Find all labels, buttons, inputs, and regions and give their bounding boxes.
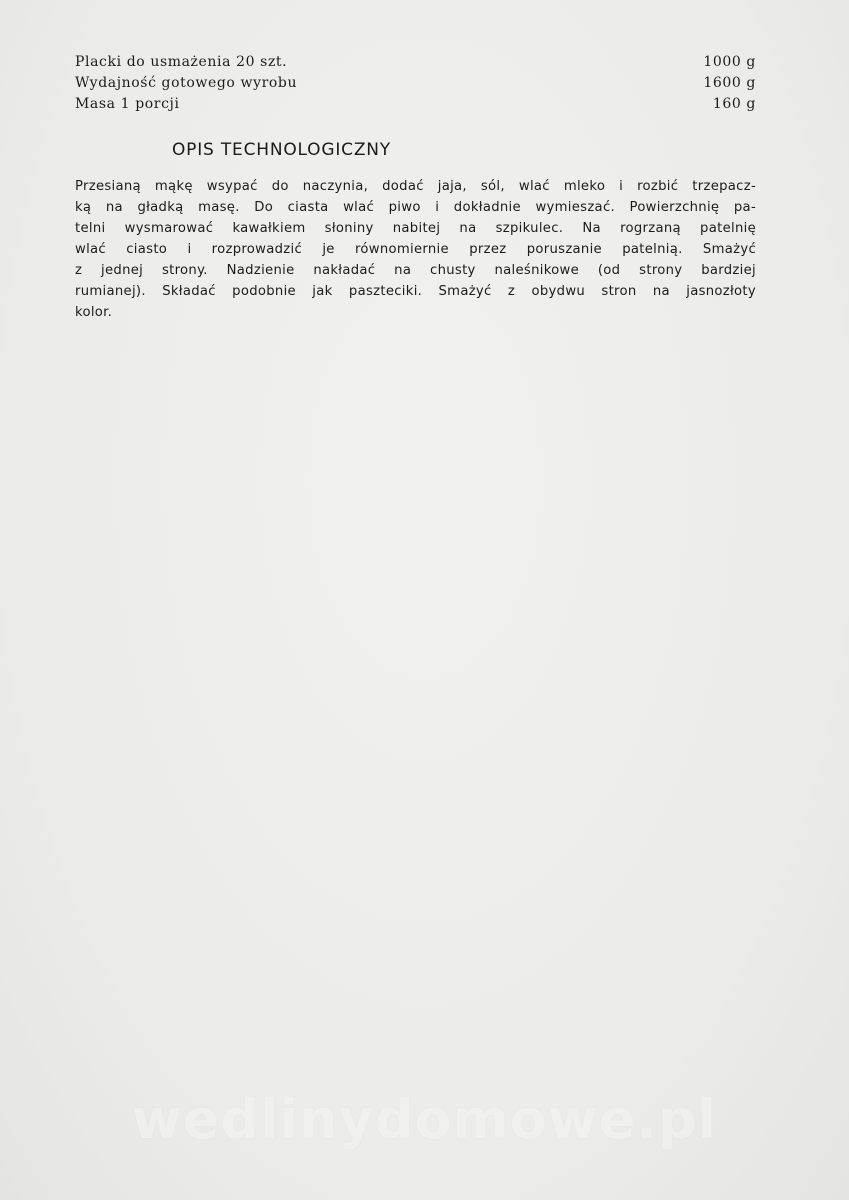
description-line: telni wysmarować kawałkiem słoniny nabitej na szpikulec. Na rogrzaną patelnię (75, 221, 756, 236)
description-line: z jednej strony. Nadzienie nakładać na chusty naleśnikowe (od strony bardziej (75, 263, 756, 278)
description-line: rumianej). Składać podobnie jak paszteciki. Smażyć z obydwu stron na jasnozłoty (75, 284, 756, 299)
yield-label: Wydajność gotowego wyrobu (75, 75, 298, 91)
description-line: wlać ciasto i rozprowadzić je równomiernie przez poruszanie patelnią. Smażyć (75, 242, 756, 257)
yield-row (75, 54, 756, 75)
yield-table (75, 54, 756, 117)
watermark: wedlinydomowe.pl (131, 1088, 718, 1151)
section-title: OPIS TECHNOLOGICZNY (172, 140, 391, 160)
description-line: kolor. (75, 305, 113, 320)
yield-row (75, 96, 756, 117)
description-paragraph (75, 176, 756, 323)
yield-value: 1600 g (703, 75, 756, 91)
yield-value: 160 g (712, 96, 756, 112)
yield-row (75, 75, 756, 96)
yield-label: Placki do usmażenia 20 szt. (75, 54, 288, 70)
yield-value: 1000 g (703, 54, 756, 70)
yield-label: Masa 1 porcji (75, 96, 180, 112)
description-line: ką na gładką masę. Do ciasta wlać piwo i dokładnie wymieszać. Powierzchnię pa- (75, 200, 756, 215)
description-line: Przesianą mąkę wsypać do naczynia, dodać jaja, sól, wlać mleko i rozbić trzepacz- (75, 179, 756, 194)
